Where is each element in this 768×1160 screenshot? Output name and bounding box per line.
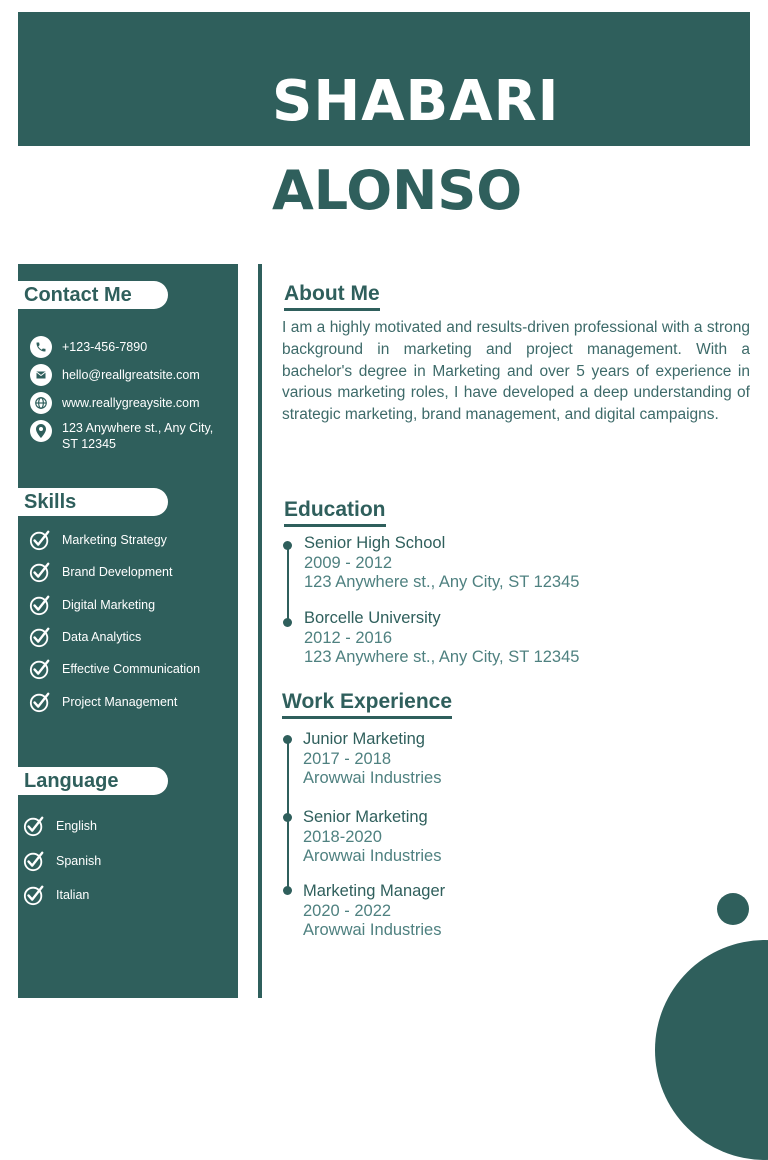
education-title: Education bbox=[284, 498, 386, 527]
contact-email-row bbox=[30, 364, 200, 386]
contact-email[interactable]: hello@reallgreatsite.com bbox=[62, 368, 200, 382]
skill-label: Brand Development bbox=[62, 565, 173, 580]
education-address: 123 Anywhere st., Any City, ST 12345 bbox=[304, 573, 580, 591]
language-label-row bbox=[23, 815, 97, 837]
education-years: 2009 - 2012 bbox=[304, 553, 393, 572]
skill-label: Effective Communication bbox=[62, 662, 201, 677]
vertical-divider bbox=[258, 264, 262, 998]
check-icon bbox=[29, 691, 51, 713]
skill-label-row bbox=[29, 626, 141, 648]
skill-label-row bbox=[29, 561, 172, 583]
work-dot-2 bbox=[283, 813, 292, 822]
language-label: Spanish bbox=[56, 853, 102, 868]
work-company: Arowwai Industries bbox=[303, 769, 442, 787]
education-school: Borcelle University bbox=[304, 609, 441, 627]
work-dot-3 bbox=[283, 886, 292, 895]
education-entry-2 bbox=[304, 609, 579, 668]
about-text: I am a highly motivated and results-driven professional with a strong background in marketing and project management. With a bachelor's degree in Marketing and over 5 years of experience in various marketing roles, I have developed a deep understanding of strategic marketing, brand management, and digital campaigns. bbox=[282, 319, 750, 424]
work-entry-1 bbox=[303, 730, 441, 789]
last-name: ALONSO bbox=[272, 159, 523, 222]
skill-label-row bbox=[29, 594, 155, 616]
education-entry-1 bbox=[304, 534, 579, 593]
work-entry-2 bbox=[303, 808, 441, 867]
contact-phone: +123-456-7890 bbox=[62, 340, 148, 354]
work-title: Work Experience bbox=[282, 690, 452, 719]
work-dot-1 bbox=[283, 735, 292, 744]
language-label-row bbox=[23, 850, 101, 872]
skill-label-row bbox=[29, 658, 200, 680]
about-title: About Me bbox=[284, 282, 380, 311]
work-role: Marketing Manager bbox=[303, 882, 446, 900]
check-icon bbox=[29, 529, 51, 551]
contact-website-row bbox=[30, 392, 200, 414]
work-company: Arowwai Industries bbox=[303, 921, 442, 939]
education-years: 2012 - 2016 bbox=[304, 628, 393, 647]
globe-icon bbox=[30, 392, 52, 414]
phone-icon bbox=[30, 336, 52, 358]
work-company: Arowwai Industries bbox=[303, 847, 442, 865]
check-icon bbox=[23, 815, 45, 837]
first-name: SHABARI bbox=[272, 69, 560, 134]
contact-address: 123 Anywhere st., Any City, ST 12345 bbox=[62, 421, 214, 451]
education-school: Senior High School bbox=[304, 534, 446, 552]
work-years: 2018-2020 bbox=[303, 827, 382, 846]
skill-label: Project Management bbox=[62, 694, 178, 709]
work-role: Senior Marketing bbox=[303, 808, 428, 826]
work-entry-3 bbox=[303, 882, 445, 941]
language-label-row bbox=[23, 884, 89, 906]
location-icon bbox=[30, 420, 52, 442]
skills-title: Skills bbox=[18, 488, 168, 516]
check-icon bbox=[29, 594, 51, 616]
education-address: 123 Anywhere st., Any City, ST 12345 bbox=[304, 648, 580, 666]
language-title: Language bbox=[18, 767, 168, 795]
contact-website[interactable]: www.reallygreaysite.com bbox=[62, 396, 200, 410]
check-icon bbox=[29, 658, 51, 680]
skill-label-row bbox=[29, 529, 167, 551]
check-icon bbox=[23, 884, 45, 906]
skill-label-row bbox=[29, 691, 177, 713]
check-icon bbox=[29, 561, 51, 583]
contact-title: Contact Me bbox=[18, 281, 168, 309]
skill-label: Marketing Strategy bbox=[62, 533, 167, 547]
work-role: Junior Marketing bbox=[303, 730, 425, 748]
work-years: 2020 - 2022 bbox=[303, 901, 392, 920]
decorative-circle-small bbox=[717, 893, 749, 925]
skill-label: Digital Marketing bbox=[62, 597, 156, 612]
work-years: 2017 - 2018 bbox=[303, 749, 392, 768]
language-label: English bbox=[56, 819, 97, 833]
check-icon bbox=[29, 626, 51, 648]
contact-address-row bbox=[30, 420, 220, 452]
mail-icon bbox=[30, 364, 52, 386]
decorative-circle-large bbox=[655, 940, 768, 1160]
education-dot-2 bbox=[283, 618, 292, 627]
contact-phone-row bbox=[30, 336, 147, 358]
education-dot-1 bbox=[283, 541, 292, 550]
education-timeline-line bbox=[287, 546, 289, 622]
check-icon bbox=[23, 850, 45, 872]
skill-label: Data Analytics bbox=[62, 629, 142, 644]
language-label: Italian bbox=[56, 888, 90, 902]
